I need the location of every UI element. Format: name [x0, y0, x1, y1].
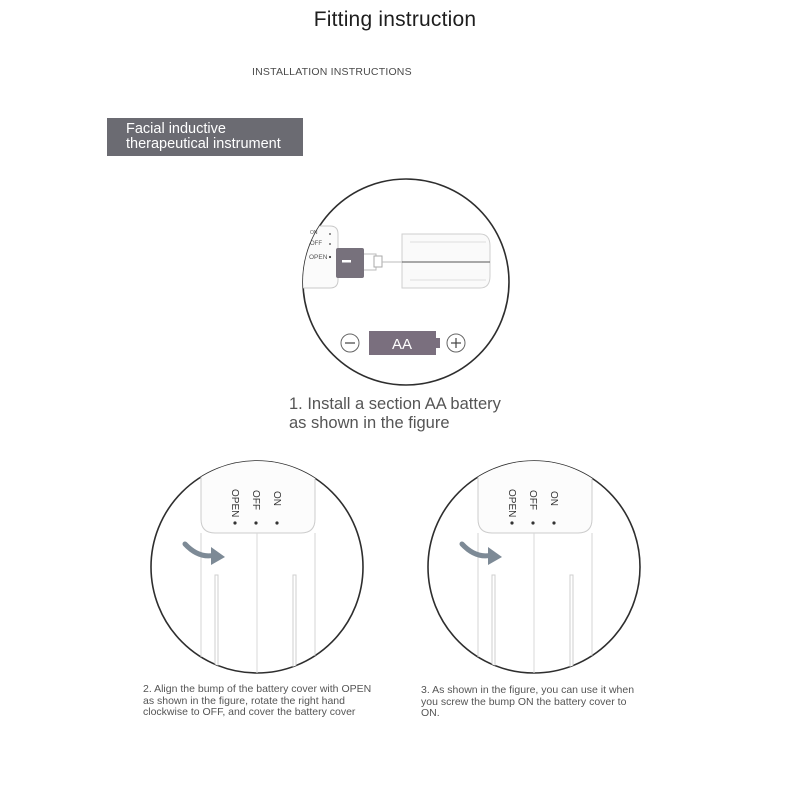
dial-label-open: OPEN — [506, 489, 517, 518]
figure-rotate-to-on — [426, 459, 642, 675]
dial-label-off: OFF — [310, 241, 322, 247]
dial-label-on: ON — [310, 230, 318, 236]
step3-line3: ON. — [421, 707, 440, 719]
dial-label-on: ON — [548, 491, 559, 506]
step2-line2: as shown in the figure, rotate the right hand — [143, 694, 345, 707]
dial-label-open: OPEN — [309, 254, 328, 261]
step2-line1: 2. Align the bump of the battery cover with OPEN — [143, 683, 372, 695]
figure-battery-install — [290, 176, 522, 390]
step1-instruction — [289, 395, 589, 433]
battery-label: AA — [391, 336, 413, 353]
battery-icon — [369, 331, 440, 355]
product-name-line1: Facial inductive — [126, 121, 226, 137]
step3-instruction — [421, 685, 671, 720]
minus-icon — [341, 334, 359, 352]
plus-icon — [447, 334, 465, 352]
product-name-line2: therapeutical instrument — [126, 136, 281, 152]
page-title: Fitting instruction — [313, 8, 477, 31]
dial-label-open: OPEN — [229, 489, 240, 518]
step2-instruction — [143, 684, 393, 719]
product-banner — [107, 118, 303, 156]
dial-label-off: OFF — [250, 490, 261, 510]
page-subtitle: INSTALLATION INSTRUCTIONS — [252, 66, 412, 78]
dial-label-on: ON — [271, 491, 282, 506]
figure-rotate-to-off — [149, 459, 365, 675]
dial-label-off: OFF — [527, 490, 538, 510]
step3-line2: you screw the bump ON the battery cover to — [421, 695, 627, 708]
step1-line2: as shown in the figure — [289, 414, 450, 432]
step3-line1: 3. As shown in the figure, you can use it when — [421, 684, 635, 696]
step1-line1: 1. Install a section AA battery — [289, 395, 501, 413]
step2-line3: clockwise to OFF, and cover the battery cover — [143, 706, 356, 718]
